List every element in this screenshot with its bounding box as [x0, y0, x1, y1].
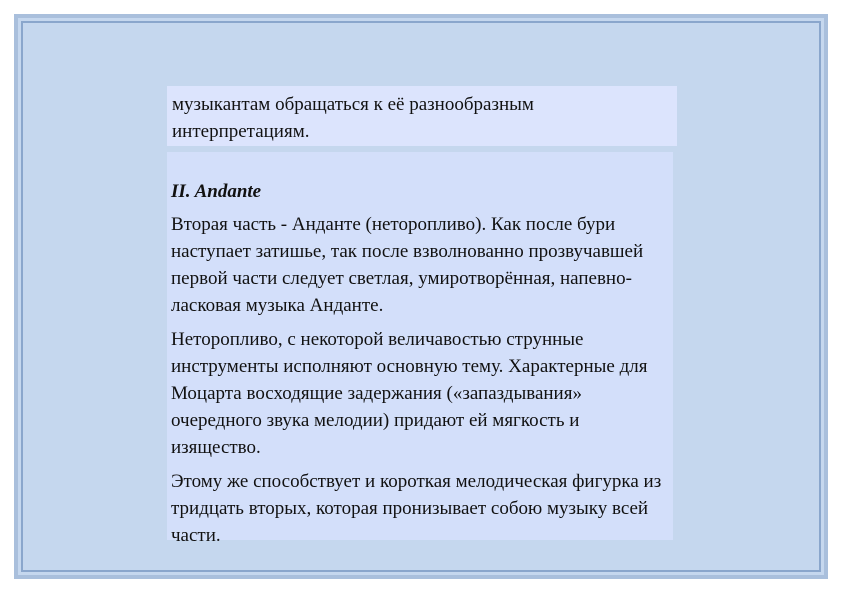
- continuation-text-box: [167, 86, 677, 146]
- paragraph-2: Неторопливо, с некоторой величавостью струнные инструменты исполняют основную тему. Характерные для Моцарта восходящие задержания («запаздывания» очередного звука мелодии) придают ей мягкость и изящество.: [171, 329, 648, 458]
- section-heading: II. Andante: [171, 181, 262, 202]
- continuation-text: музыкантам обращаться к её разнообразным интерпретациям.: [172, 94, 534, 142]
- paragraph-1: Вторая часть - Анданте (неторопливо). Как после бури наступает затишье, так после взволнованно прозвучавшей первой части следует светлая, умиротворённая, напевно-ласковая музыка Анданте.: [171, 214, 644, 316]
- andante-text-box: [167, 152, 673, 546]
- paragraph-3: Этому же способствует и короткая мелодическая фигурка из тридцать вторых, которая пронизывает собою музыку всей части.: [171, 471, 662, 546]
